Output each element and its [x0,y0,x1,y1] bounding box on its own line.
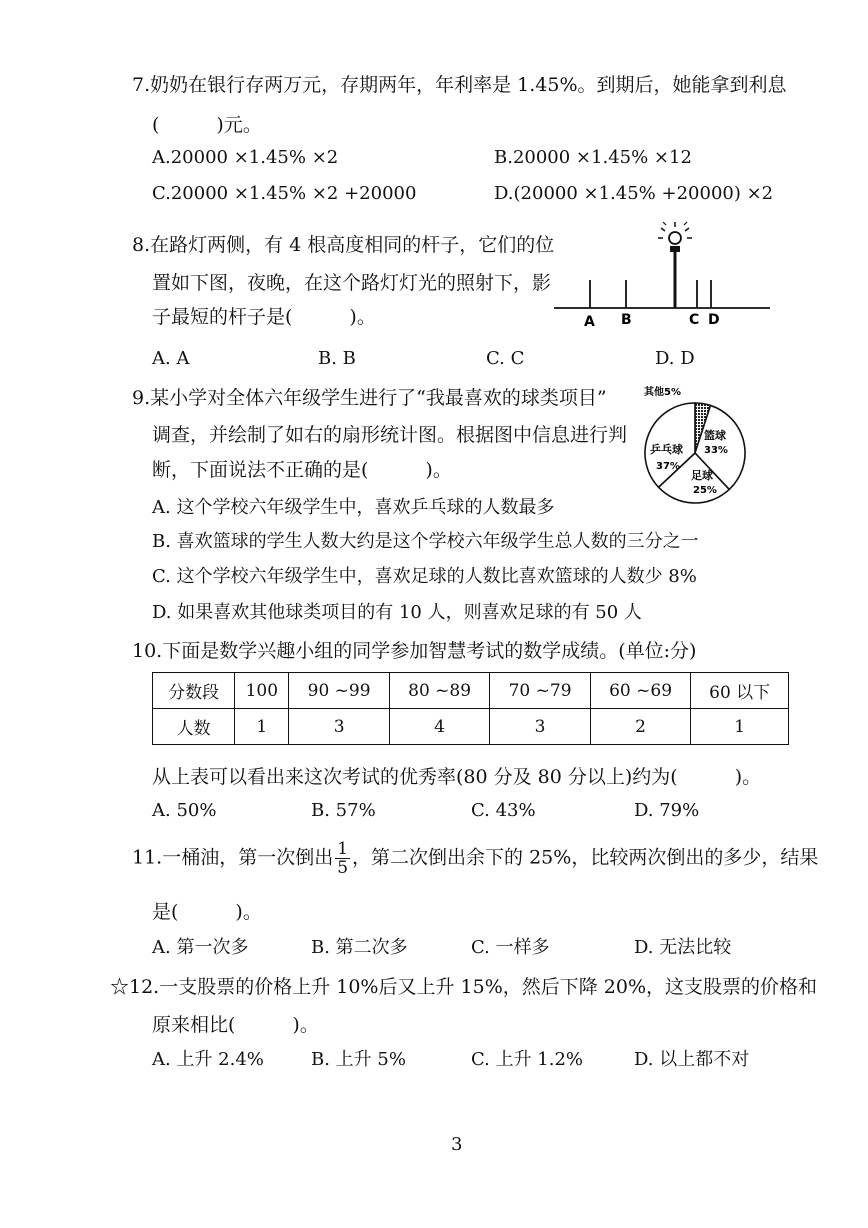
label-b: B [621,312,632,328]
table-cell: 90 ~99 [289,673,389,709]
q7-line1: 7.奶奶在银行存两万元，存期两年，年利率是 1.45%。到期后，她能拿到利息 [132,74,787,96]
q11-line1-end: ，第二次倒出余下的 25%，比较两次倒出的多少，结果 [352,846,819,869]
q7-option-d: D.(20000 ×1.45% +20000) ×2 [494,183,774,204]
q10-option-c: C. 43% [471,800,536,821]
q9-option-c: C. 这个学校六年级学生中，喜欢足球的人数比喜欢篮球的人数少 8% [152,566,697,587]
q9-option-d: D. 如果喜欢其他球类项目的有 10 人，则喜欢足球的有 50 人 [152,602,642,623]
pie-label-football-name: 足球 [691,469,713,482]
q10-option-a: A. 50% [152,800,217,821]
table-cell: 4 [389,709,489,745]
q11-fraction [335,840,350,877]
q10-option-d: D. 79% [634,800,700,821]
table-cell: 60 ~69 [590,673,690,709]
q12-line2: 原来相比( )。 [152,1014,319,1036]
q8-option-c: C. C [486,348,525,369]
pie-label-basketball-pct: 33% [704,445,728,456]
table-cell: 1 [235,709,289,745]
label-c: C [689,312,700,328]
score-table [152,672,789,745]
streetlight-diagram [550,218,775,333]
pie-label-pingpong-pct: 37% [656,461,680,472]
streetlight-icon [658,222,692,308]
q11-fraction-numerator: 1 [337,839,349,859]
table-row [153,673,789,709]
q7-line2: ( )元。 [152,114,262,136]
table-cell: 1 [691,709,789,745]
q11-option-a: A. 第一次多 [152,937,249,958]
table-cell: 60 以下 [691,673,789,709]
q10-line2: 从上表可以看出来这次考试的优秀率(80 分及 80 分以上)约为( )。 [152,766,762,788]
q9-option-a: A. 这个学校六年级学生中，喜欢乒乓球的人数最多 [152,497,555,518]
q12-line1: ☆12.一支股票的价格上升 10%后又上升 15%，然后下降 20%，这支股票的价格和 [110,976,818,998]
label-d: D [708,312,720,328]
q7-option-c: C.20000 ×1.45% ×2 +20000 [152,183,417,204]
q11-line1 [132,840,818,877]
q12-option-c: C. 上升 1.2% [471,1049,584,1070]
q12-option-b: B. 上升 5% [311,1049,406,1070]
table-cell: 分数段 [153,673,235,709]
q7-option-b: B.20000 ×1.45% ×12 [494,147,692,168]
table-cell: 80 ~89 [389,673,489,709]
q11-line2: 是( )。 [152,901,262,923]
q8-line1: 8.在路灯两侧，有 4 根高度相同的杆子，它们的位 [132,234,555,256]
q8-line2: 置如下图，夜晚，在这个路灯灯光的照射下，影 [152,272,552,294]
pie-label-football-pct: 25% [693,485,717,496]
page-number: 3 [451,1134,463,1155]
q9-line3: 断，下面说法不正确的是( )。 [152,459,452,481]
table-cell: 70 ~79 [490,673,590,709]
table-cell: 100 [235,673,289,709]
q7-option-a: A.20000 ×1.45% ×2 [152,147,339,168]
table-cell: 3 [490,709,590,745]
q12-option-a: A. 上升 2.4% [152,1049,264,1070]
q9-line1: 9.某小学对全体六年级学生进行了“我最喜欢的球类项目” [132,387,607,409]
q11-option-d: D. 无法比较 [634,937,732,958]
table-cell: 人数 [153,709,235,745]
q10-line1: 10.下面是数学兴趣小组的同学参加智慧考试的数学成绩。(单位:分) [132,640,697,662]
label-a: A [584,314,595,330]
pie-label-other: 其他5% [644,387,681,398]
table-row [153,709,789,745]
q11-option-b: B. 第二次多 [311,937,408,958]
q8-line3: 子最短的杆子是( )。 [152,306,376,328]
q11-line1-start: 11.一桶油，第一次倒出 [132,846,334,869]
q9-option-b: B. 喜欢篮球的学生人数大约是这个学校六年级学生总人数的三分之一 [152,531,699,552]
pie-label-basketball-name: 篮球 [704,429,726,442]
q9-line2: 调查，并绘制了如右的扇形统计图。根据图中信息进行判 [152,424,628,446]
pie-chart [638,383,753,508]
q11-fraction-denominator: 5 [337,858,349,878]
q10-option-b: B. 57% [311,800,376,821]
pie-label-pingpong-name: 乒乓球 [650,443,683,456]
table-cell: 3 [289,709,389,745]
table-cell: 2 [590,709,690,745]
q8-option-a: A. A [152,348,190,369]
q11-option-c: C. 一样多 [471,937,550,958]
q12-option-d: D. 以上都不对 [634,1049,750,1070]
q8-option-b: B. B [318,348,356,369]
q8-option-d: D. D [655,348,695,369]
